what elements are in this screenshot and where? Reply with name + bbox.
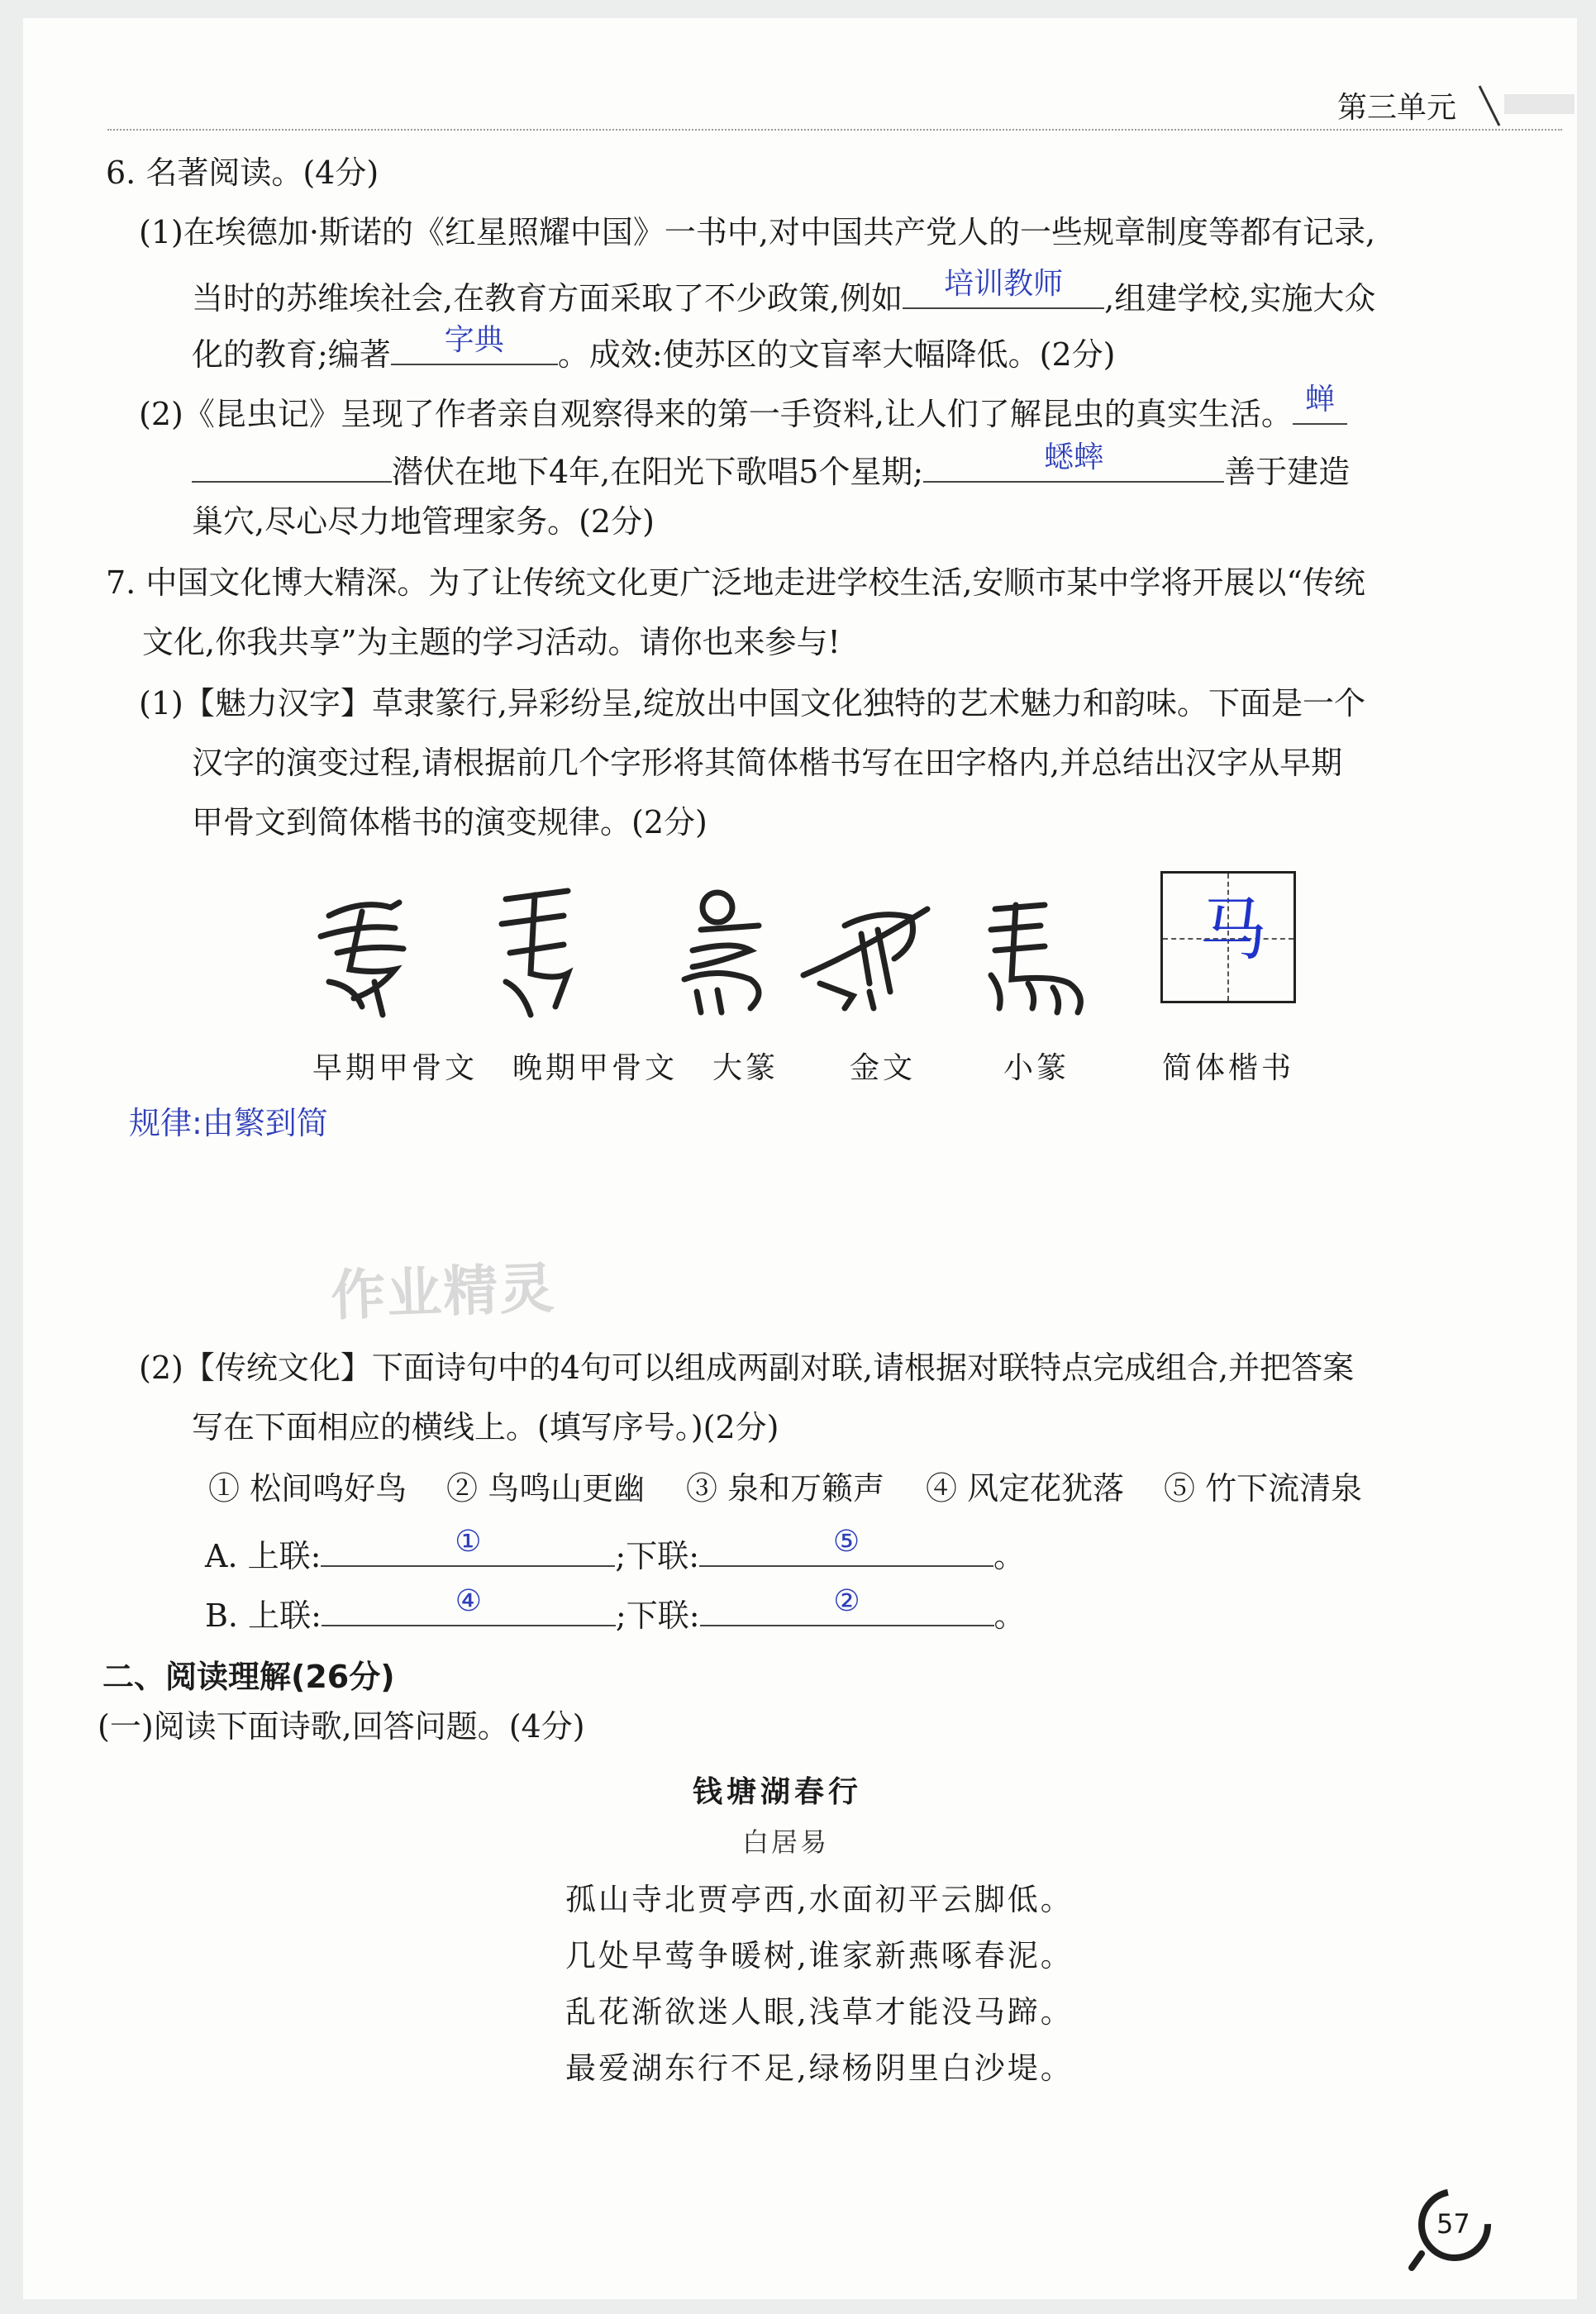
pair-b-end: 。 bbox=[993, 1597, 1026, 1634]
label-simplified-regular: 简体楷书 bbox=[1162, 1051, 1295, 1085]
pair-b-up-answer: ④ bbox=[455, 1584, 483, 1618]
q6-p2-line2 bbox=[192, 440, 1351, 490]
q6-p1-line3-b: 。成效:使苏区的文盲率大幅降低。(2分) bbox=[557, 336, 1116, 373]
pair-a-down-blank[interactable] bbox=[699, 1525, 993, 1567]
pair-a-up-blank[interactable] bbox=[321, 1525, 615, 1567]
q6-answer-blank-4[interactable] bbox=[923, 440, 1224, 483]
q6-answer-blank-2[interactable] bbox=[391, 323, 558, 365]
pair-a-down-answer: ⑤ bbox=[832, 1525, 860, 1559]
glyph-late-oracle-bone bbox=[489, 883, 588, 1023]
tianzi-grid[interactable] bbox=[1160, 871, 1296, 1003]
q6-p1-line3 bbox=[192, 323, 1116, 373]
option-1: ① 松间鸣好鸟 bbox=[208, 1470, 407, 1507]
poem-line-1: 孤山寺北贾亭西,水面初平云脚低。 bbox=[565, 1882, 1074, 1917]
poem-title: 钱塘湖春行 bbox=[693, 1774, 863, 1809]
poem-author: 白居易 bbox=[742, 1826, 830, 1858]
q6-p1-line2 bbox=[192, 267, 1376, 317]
pair-a bbox=[205, 1525, 1026, 1574]
watermark: 作业精灵 bbox=[329, 1256, 557, 1328]
q6-answer-1: 培训教师 bbox=[944, 267, 1064, 301]
q7-p1-line2: 汉字的演变过程,请根据前几个字形将其简体楷书写在田字格内,并总结出汉字从早期 bbox=[192, 745, 1343, 781]
q7-p2-line2: 写在下面相应的横线上。(填写序号。)(2分) bbox=[192, 1409, 779, 1445]
q6-answer-blank-3-cont[interactable] bbox=[192, 448, 392, 483]
q7-intro-line1: 7. 中国文化博大精深。为了让传统文化更广泛地走进学校生活,安顺市某中学将开展以“传统 bbox=[106, 564, 1365, 601]
q7-p1-line3: 甲骨文到简体楷书的演变规律。(2分) bbox=[192, 804, 707, 840]
pair-b-down-blank[interactable] bbox=[700, 1584, 994, 1626]
pair-a-up-label: A. 上联: bbox=[205, 1538, 322, 1574]
q6-p2-line3: 巢穴,尽心尽力地管理家务。(2分) bbox=[192, 503, 655, 540]
pair-a-up-answer: ① bbox=[455, 1525, 482, 1559]
q6-answer-blank-3[interactable] bbox=[1293, 383, 1347, 425]
option-2: ② 鸟鸣山更幽 bbox=[446, 1470, 646, 1507]
poem-line-3: 乱花渐欲迷人眼,浅草才能没马蹄。 bbox=[565, 1994, 1074, 2030]
rule-answer: 规律:由繁到简 bbox=[129, 1105, 328, 1141]
section2-sub: (一)阅读下面诗歌,回答问题。(4分) bbox=[98, 1708, 585, 1745]
q6-p1-line1: (1)在埃德加·斯诺的《红星照耀中国》一书中,对中国共产党人的一些规章制度等都有记录, bbox=[139, 214, 1376, 250]
q6-title: 6. 名著阅读。(4分) bbox=[106, 155, 379, 191]
header-rule bbox=[107, 129, 1562, 131]
pair-a-end: 。 bbox=[993, 1538, 1026, 1574]
glyph-early-oracle-bone bbox=[312, 891, 420, 1023]
pair-b-up-blank[interactable] bbox=[322, 1584, 616, 1626]
pair-b-down-label: ;下联: bbox=[615, 1597, 700, 1634]
q7-intro-line2: 文化,你我共享”为主题的学习活动。请你也来参与! bbox=[142, 624, 841, 660]
pair-b-down-answer: ② bbox=[833, 1584, 860, 1618]
q6-p1-line2-b: ,组建学校,实施大众 bbox=[1104, 280, 1376, 317]
poem-line-2: 几处早莺争暖树,谁家新燕啄春泥。 bbox=[565, 1938, 1074, 1974]
label-small-seal: 小篆 bbox=[1003, 1051, 1070, 1085]
option-3: ③ 泉和万籁声 bbox=[686, 1470, 885, 1507]
q7-p1-line1: (1)【魅力汉字】草隶篆行,异彩纷呈,绽放出中国文化独特的艺术魅力和韵味。下面是一个 bbox=[139, 685, 1365, 721]
section2-title: 二、阅读理解(26分) bbox=[102, 1659, 395, 1695]
pair-b-up-label: B. 上联: bbox=[205, 1597, 322, 1634]
unit-label: 第三单元 bbox=[1337, 91, 1457, 125]
q6-answer-2: 字典 bbox=[444, 323, 504, 357]
q6-answer-3: 蝉 bbox=[1304, 383, 1335, 417]
q6-p1-line2-a: 当时的苏维埃社会,在教育方面采取了不少政策,例如 bbox=[192, 280, 903, 317]
label-early-oracle: 早期甲骨文 bbox=[312, 1051, 479, 1085]
page-number: 57 bbox=[1436, 2208, 1470, 2240]
glyph-great-seal bbox=[668, 884, 784, 1017]
grid-answer: 马 bbox=[1199, 891, 1268, 969]
q6-p2-line1-text: (2)《昆虫记》呈现了作者亲自观察得来的第一手资料,让人们了解昆虫的真实生活。 bbox=[139, 396, 1293, 432]
pair-a-down-label: ;下联: bbox=[615, 1538, 700, 1574]
q6-p2-line1 bbox=[139, 383, 1347, 432]
header-slash-decoration bbox=[1471, 83, 1579, 132]
option-4: ④ 风定花犹落 bbox=[926, 1470, 1125, 1507]
q6-p1-line3-a: 化的教育;编著 bbox=[192, 336, 391, 373]
option-5: ⑤ 竹下流清泉 bbox=[1164, 1470, 1363, 1507]
q6-p2-line2-b: 善于建造 bbox=[1224, 454, 1351, 490]
glyph-bronze-inscription bbox=[795, 893, 936, 1017]
q6-answer-4: 蟋蟀 bbox=[1044, 440, 1104, 474]
q6-p2-line2-a: 潜伏在地下4年,在阳光下歌唱5个星期; bbox=[392, 454, 924, 490]
poem-line-4: 最爱湖东行不足,绿杨阴里白沙堤。 bbox=[565, 2050, 1074, 2086]
q7-p2-line1: (2)【传统文化】下面诗句中的4句可以组成两副对联,请根据对联特点完成组合,并把答案 bbox=[139, 1350, 1355, 1386]
q6-answer-blank-1[interactable] bbox=[903, 267, 1104, 309]
label-great-seal: 大篆 bbox=[712, 1051, 779, 1085]
pair-b bbox=[205, 1584, 1026, 1634]
label-bronze: 金文 bbox=[850, 1051, 917, 1085]
glyph-small-seal bbox=[979, 893, 1103, 1017]
label-late-oracle: 晚期甲骨文 bbox=[512, 1051, 679, 1085]
